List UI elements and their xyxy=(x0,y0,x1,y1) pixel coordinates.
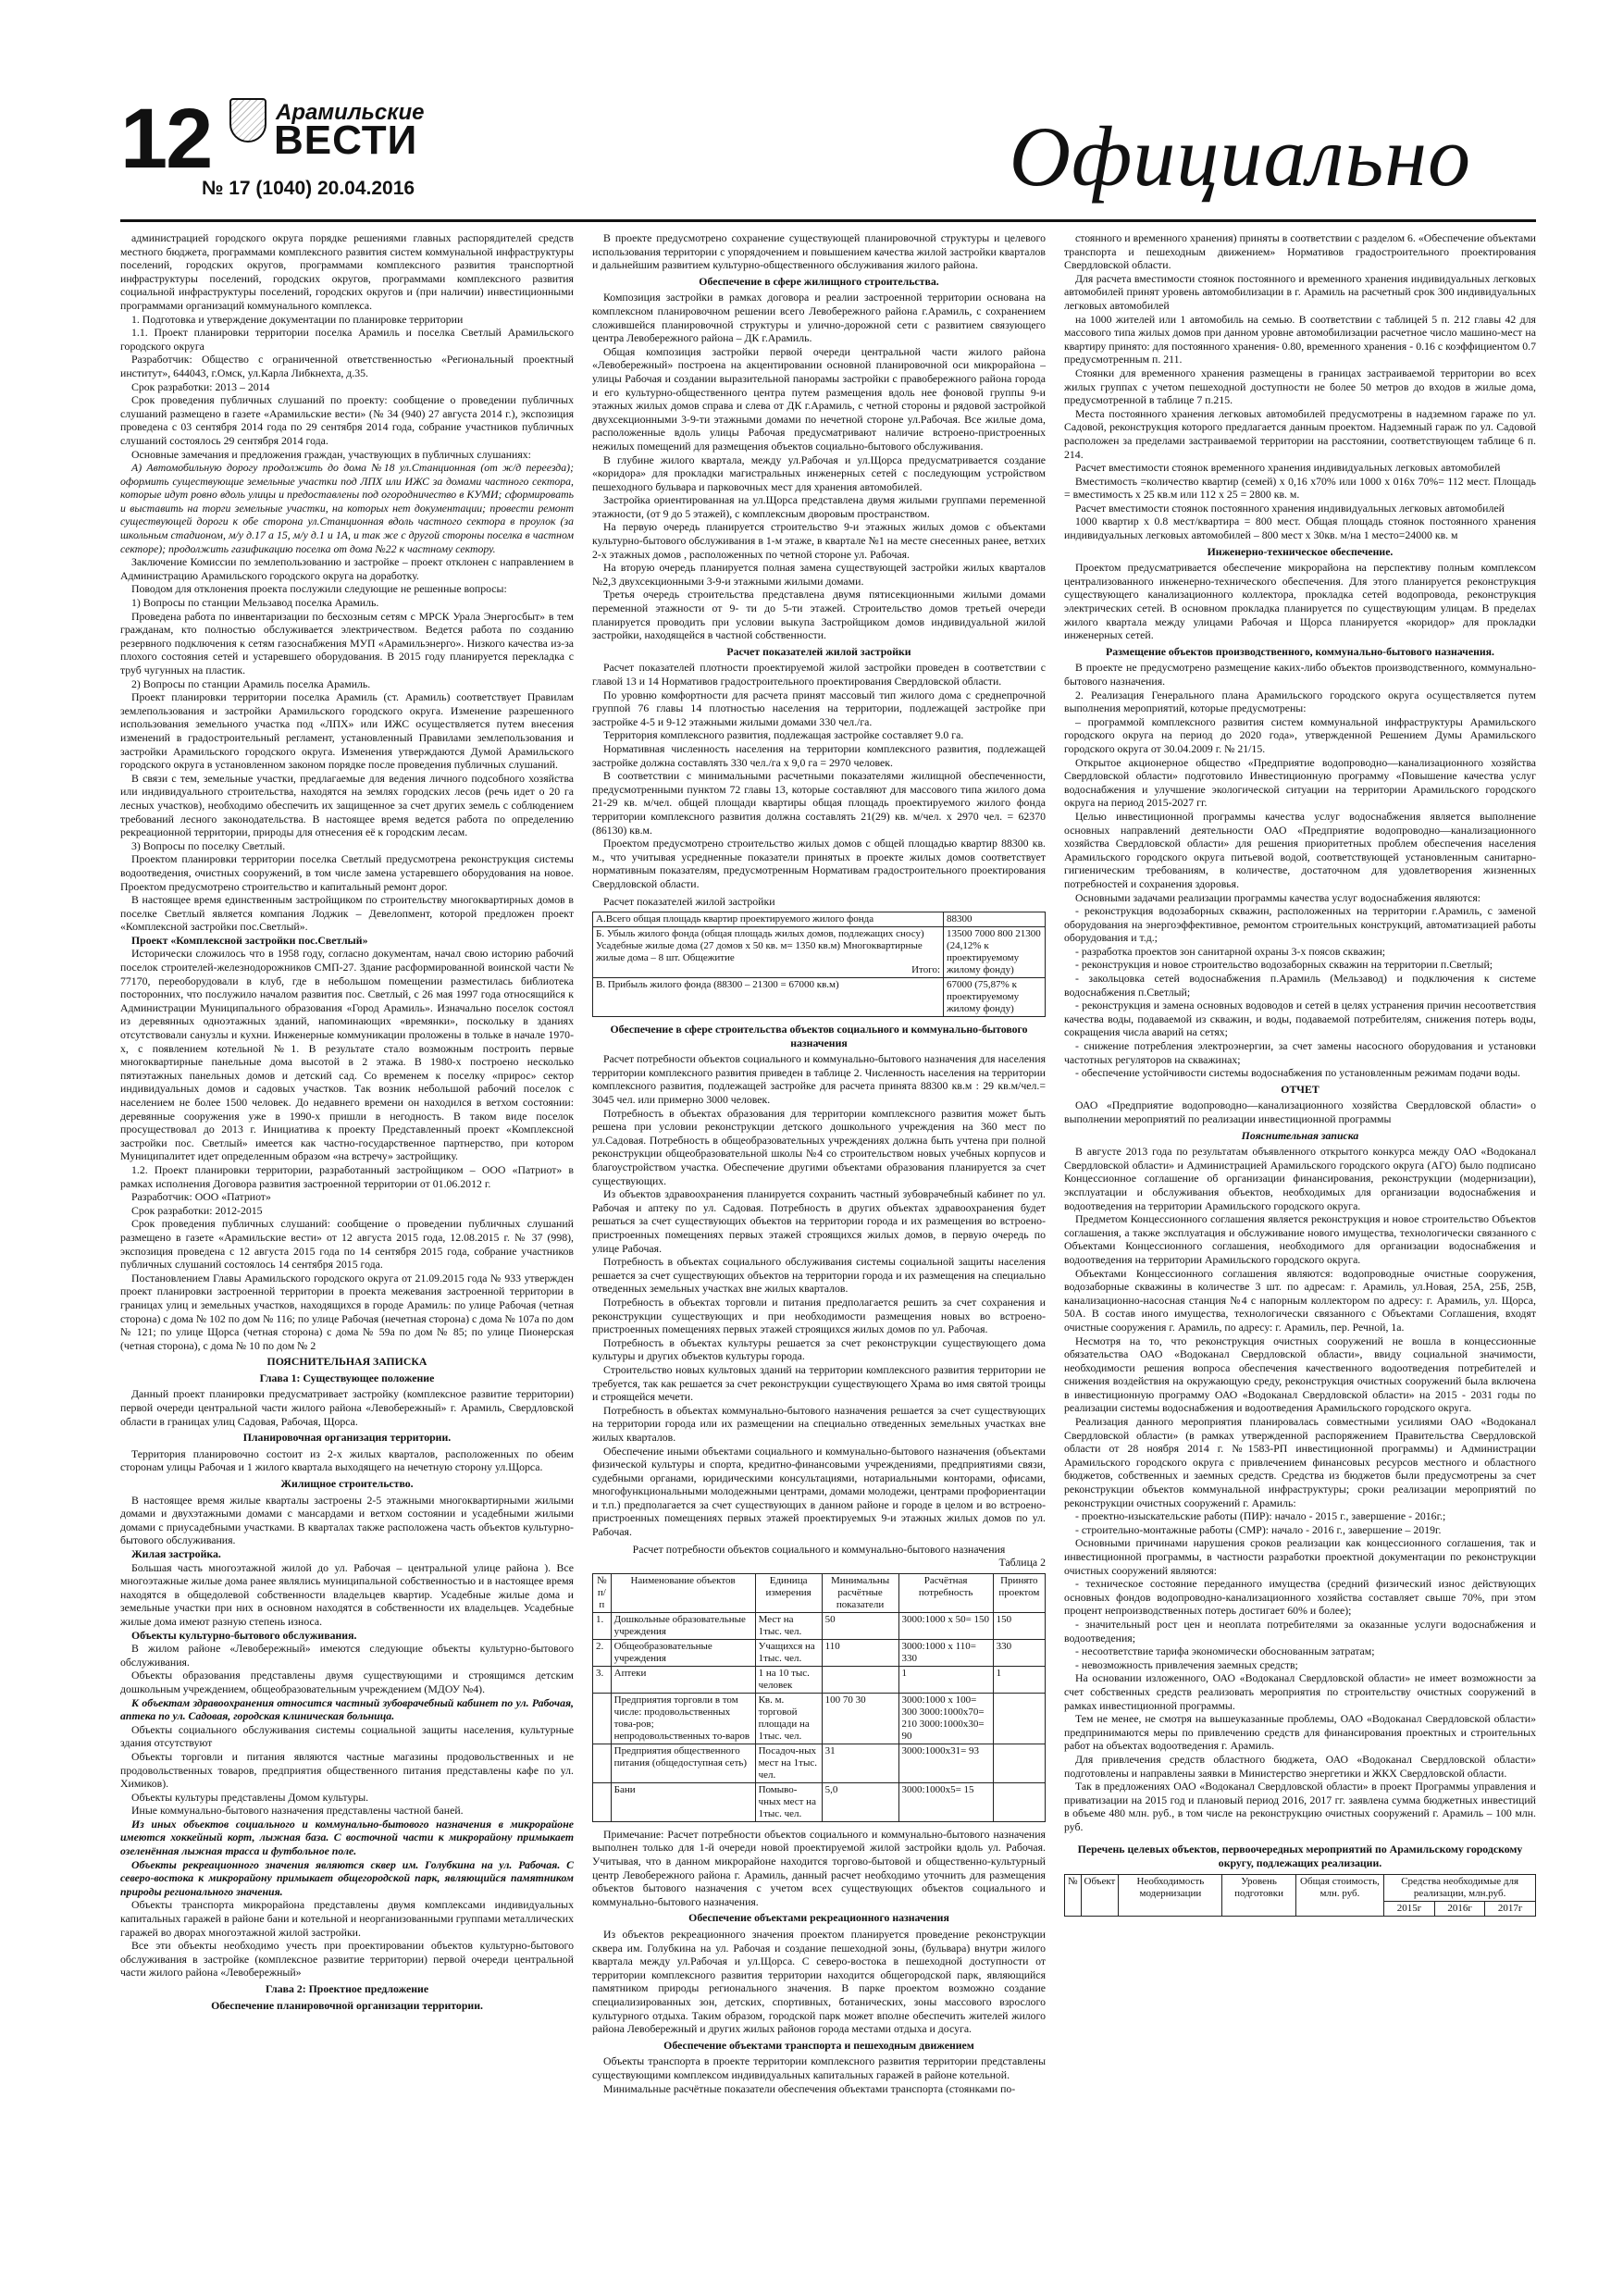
table-cell: Общеобразовательные учреждения xyxy=(611,1639,755,1666)
paragraph: администрацией городского округа порядке решениями главных распорядителей средств местного бюджета, программами комплексного развития систем коммунальной инфраструктуры поселений, городских округов, программами комплексного развития транспортной инфраструктуры поселений, городских округов, программами комплексного развития социальной инфраструктуры поселений, городских округов и (при наличии) инвестиционными программами организаций коммунального комплекса. xyxy=(120,231,574,312)
table-header: Принято проектом xyxy=(993,1573,1045,1612)
table-cell: 50 xyxy=(822,1612,898,1639)
paragraph: Объекты транспорта микрорайона представлены двумя комплексами индивидуальных капитальных гаражей в районе бани и котельной и неорганизованными группами металлических гаражей во дворах многоэтажной жилой застройки. xyxy=(120,1898,574,1939)
table-row xyxy=(593,1666,1046,1693)
paragraph: Из объектов здравоохранения планируется сохранить частный зубоврачебный кабинет по ул. Рабочая и аптеку по ул. Садовая. Потребность в других объектах здравоохранения будет решаться за счет существующих объектов на территории города и их размещения во встроено-пристроенных помещениях первых этажей строящихся жилых домов, в первую очередь по улице Рабочая. xyxy=(592,1187,1046,1255)
paragraph: - реконструкция и замена основных водоводов и сетей в целях устранения причин несоответствия качества воды, подаваемой из скважин, и воды, подаваемой потребителям, снижения потерь воды, сокращения числа аварий на сетях; xyxy=(1064,999,1536,1039)
logo-top-text: Арамильские xyxy=(276,100,425,125)
table-label: Таблица 2 xyxy=(998,1556,1046,1570)
social-objects-table xyxy=(592,1573,1046,1822)
paragraph: Нормативная численность населения на территории комплексного развития, подлежащей застройке должна составлять 330 чел./га x 9,0 га = 2970 человек. xyxy=(592,741,1046,769)
paragraph: В настоящее время единственным застройщиком по строительству многоквартирных домов в поселке Светлый является компания Лоджик – Девелопмент, которой предложен проект «Комплексной застройки пос.Светлый». xyxy=(120,893,574,934)
heading: Пояснительная записка xyxy=(1241,1128,1359,1142)
table-cell: Аптеки xyxy=(611,1666,755,1693)
table-cell: 5,0 xyxy=(822,1782,898,1821)
table-cell: Мест на 1тыс. чел. xyxy=(755,1612,822,1639)
paragraph: В соответствии с минимальными расчетными показателями жилищной обеспеченности, предусмотренными пунктом 72 главы 13, которые составляют для массового типа жилого дома 21-29 кв. м/чел. общей площади квартиры общая площадь проектируемого жилого фонда территории комплексного развития должна составлять 21(29) кв. м/чел. х 2970 чел. = 62370 (86130) кв.м. xyxy=(592,769,1046,837)
paragraph: Объекты рекреационного значения являются сквер им. Голубкина на ул. Рабочая. С северо-востока к микрорайону примыкает общегородской парк, являющийся памятником природы регионального значения. xyxy=(120,1857,574,1898)
table-header: Уровень подготовки xyxy=(1222,1874,1295,1916)
heading: Глава 2: Проектное предложение xyxy=(265,1982,429,1995)
table-row xyxy=(593,978,1046,1017)
table-cell: Помыво-чных мест на 1тыс. чел. xyxy=(755,1782,822,1821)
table-cell: 1. xyxy=(593,1612,612,1639)
paragraph: Для расчета вместимости стоянок постоянного и временного хранения индивидуальных легковых автомобилей принят уровень автомобилизации в г. Арамиль на расчетный срок 300 индивидуальных легковых автомобилей xyxy=(1064,271,1536,312)
column-3 xyxy=(1064,231,1536,1922)
paragraph: Постановлением Главы Арамильского городского округа от 21.09.2015 года № 933 утвержден проект планировки застроенной территории в проекта межевания застроенной территории в границах улиц и земельных участков, находящихся в городе Арамиль: по улице Рабочая (четная сторона) с дома № 102 по дом № 116; по улице Рабочая (нечетная сторона) с дома № 107а по дом № 121; по улице Щорса (четная сторона) с дома № 59а по дом № 85; по улице Пионерская (четная сторона), с дома № 10 по дом № 2 xyxy=(120,1271,574,1352)
paragraph: А) Автомобильную дорогу продолжить до дома №18 ул.Станционная (от ж/д переезда); оформить существующие земельные участки под ЛПХ или ИЖС за домами частного сектора, которые идут ровно вдоль улицы и предоставлены под огородничество в КУМИ; сформировать и выставить на торги земельные участки, на которых нет документации; провести ремонт существующей дороги к обе сторона ул.Станционная вдоль частного сектора в проулок (за школьным стадионом, м/у д.17 а 15, м/у д.1 и 1А, и так же с другой стороны поселка в частном секторе); продолжить газификацию поселка от дома №22 к частному сектору. xyxy=(120,461,574,555)
paragraph: - невозможность привлечения заемных средств; xyxy=(1075,1657,1298,1671)
paragraph: Основными задачами реализации программы качества услуг водоснабжения являются: xyxy=(1075,890,1481,904)
table-header: Наименование объектов xyxy=(611,1573,755,1612)
paragraph: Композиция застройки в рамках договора и реалии застроенной территории основана на комплексном планировочном решении всего Левобережного района г.Арамиль, с сохранением сложившейся планировочной структуры и улично-дорожной сети с развитием связующего центра Левобережного района – ДК г.Арамиль. xyxy=(592,291,1046,345)
paragraph: Стоянки для временного хранения размещены в границах застраиваемой территории во всех жилых группах с учетом пешеходной доступности не более 50 метров до входов в жилые дома, предусмотренной в таблице 7 п.215. xyxy=(1064,366,1536,407)
paragraph: Заключение Комиссии по землепользованию и застройке – проект отклонен с направлением в Администрацию Арамильского городского округа на доработку. xyxy=(120,555,574,582)
table-cell xyxy=(593,1744,612,1782)
table-header: Минимальны расчётные показатели xyxy=(822,1573,898,1612)
table-cell: 1 xyxy=(993,1666,1045,1693)
housing-table xyxy=(592,912,1046,1017)
paragraph: 1.1. Проект планировки территории поселка Арамиль и поселка Светлый Арамильского городского округа xyxy=(120,326,574,353)
table-cell xyxy=(993,1782,1045,1821)
paragraph: ОАО «Предприятие водопроводно—канализационного хозяйства Свердловской области» о выполнении мероприятий по реализации инвестиционной программы xyxy=(1064,1098,1536,1125)
header-rule xyxy=(120,219,1536,222)
paragraph: В проекте предусмотрено сохранение существующей планировочной структуры и целевого использования территории с упорядочением и повышением качества жилой застройки кварталов и дальнейшим развитием культурно-общественного обслуживания жилого района. xyxy=(592,231,1046,272)
paragraph: Проектом предусмотрено строительство жилых домов с общей площадью квартир 88300 кв. м., что учитывая усредненные показатели принятых в проекте жилых домов соответствует нормативным показателям, предусмотренным Нормативам градостроительного проектирования Свердловской области. xyxy=(592,837,1046,890)
table-cell: Бани xyxy=(611,1782,755,1821)
column-1 xyxy=(120,231,574,2015)
table-cell: Кв. м. торговой площади на 1тыс. чел. xyxy=(755,1693,822,1744)
table-cell xyxy=(993,1693,1045,1744)
table-header: № п/п xyxy=(593,1573,612,1612)
paragraph: Минимальные расчётные показатели обеспечения объектами транспорта (стоянками по- xyxy=(603,2081,1016,2095)
table-cell xyxy=(593,927,944,978)
table-row xyxy=(593,1693,1046,1744)
logo-main-text: ВЕСТИ xyxy=(274,118,418,163)
table-row xyxy=(593,927,1046,978)
table-cell: Посадоч-ных мест на 1тыс. чел. xyxy=(755,1744,822,1782)
paragraph: В настоящее время жилые кварталы застроены 2-5 этажными многоквартирными жилыми домами и двухэтажными домами с мансардами и ветхом состоянии и усадебными жилыми домами с приусадебными участками. В кварталах также расположена часть объектов культурно-бытового обслуживания. xyxy=(120,1493,574,1547)
heading: Размещение объектов производственного, коммунально-бытового назначения. xyxy=(1106,644,1494,658)
paragraph: Основные замечания и предложения граждан, участвующих в публичных слушаниях: xyxy=(131,447,531,461)
paragraph: - снижение потребления электроэнергии, за счет замены насосного оборудования и установки частотных регуляторов на скважинах; xyxy=(1064,1039,1536,1066)
table-row xyxy=(593,912,1046,927)
paragraph: Расчет потребности объектов социального и коммунально-бытового назначения для населения территории комплексного развития приведен в таблице 2. Численность населения на территории комплексного развития, подлежащей застройке для расчета принята 88300 кв.м : 29 кв.м/чел.= 3045 чел. или примерно 3000 человек. xyxy=(592,1052,1046,1107)
table-cell: 330 xyxy=(993,1639,1045,1666)
table-cell: 100 70 30 xyxy=(822,1693,898,1744)
heading: Обеспечение объектами транспорта и пешеходным движением xyxy=(663,2038,974,2052)
paragraph: Объекты транспорта в проекте территории комплексного развития территории представлены существующими комплексом индивидуальных капитальных гаражей в районе котельной. xyxy=(592,2054,1046,2081)
table-cell: В. Прибыль жилого фонда (88300 – 21300 = 67000 кв.м) xyxy=(593,978,944,1017)
table-cell: Предприятия общественного питания (общедоступная сеть) xyxy=(611,1744,755,1782)
paragraph: Несмотря на то, что реконструкция очистных сооружений не вошла в концессионные обязательства ОАО «Водоканал Свердловской области», ввиду социальной значимости, необходимости решения вопроса обеспечения качественного водоотведения потребителей и снижения воздействия на окружающую среду, реконструкция очистных сооружений была включена в инвестиционную программу ОАО «Водоканал Свердловской области» на 2015 - 2031 годы по реализации системы водоснабжения и водоотведения Арамильского городского округа. xyxy=(1064,1334,1536,1415)
table-cell: 3000:1000x31= 93 xyxy=(898,1744,993,1782)
paragraph: Общая композиция застройки первой очереди центральной части жилого района «Левобережный» построена на акцентировании основной планировочной оси микрорайона – улицы Рабочая и создании выразительной панорамы застройки с правобережного района города и его культурно-общественного центра путем размещения вдоль нее фоновой группы 9-и этажных жилых домов справа и слева от ДК г.Арамиль, с четной стороны и рядовой застройкой двухсекционными 3-9-ти этажными домами по нечетной стороне ул.Рабочая. Все жилые дома, расположенные вдоль улицы Рабочая предусматривают наличие встроено-пристроенных нежилых помещений для размещения объектов социально-бытового обслуживания. xyxy=(592,344,1046,453)
table-cell xyxy=(593,1693,612,1744)
table-cell: 1 xyxy=(898,1666,993,1693)
heading: Обеспечение планировочной организации территории. xyxy=(211,1998,483,2012)
heading: Проект «Комплексной застройки пос.Светлый» xyxy=(131,933,368,947)
paragraph: Тем не менее, не смотря на вышеуказанные проблемы, ОАО «Водоканал Свердловской области» предпринимаются меры по привлечению средств для финансирования проектных и строительных работ на объектах водоотведения г. Арамиль. xyxy=(1064,1712,1536,1753)
paragraph: Места постоянного хранения легковых автомобилей предусмотрены в надземном гараже по ул. Садовой, реконструкция которого предлагается данным проектом. Надземный гараж по ул. Садовой расположен за пределами застраиваемой территории на расстоянии, соответствующем таблице 6 п. 214. xyxy=(1064,406,1536,461)
table-cell: 2. xyxy=(593,1639,612,1666)
paragraph: - техническое состояние переданного имущества (средний физический износ действующих основных фондов водопроводно-канализационного хозяйства составляет свыше 70%, при этом процент непроизводственных потерь достигает 60% и более); xyxy=(1064,1577,1536,1618)
table-cell xyxy=(822,1666,898,1693)
paragraph: Предметом Концессионного соглашения является реконструкция и новое строительство Объектов соглашения, а также эксплуатация и обслуживание нового имущества, технологически связанного с Объектами Концессионного соглашения, необходимого для организации водоснабжения и водоотведения на территории Арамильского городского округа. xyxy=(1064,1212,1536,1266)
paragraph: Расчет вместимости стоянок постоянного хранения индивидуальных легковых автомобилей xyxy=(1075,501,1505,515)
paragraph: По уровню комфортности для расчета принят массовый тип жилого дома с среднепрочной группой 76 главы 14 плотностью населения на территории, подлежащей застройке при застройке 4-5 и 9-12 этажными жилыми домами 330 чел./га. xyxy=(592,688,1046,728)
paragraph: Срок проведения публичных слушаний по проекту: сообщение о проведении публичных слушаний размещено в газете «Арамильские вести» (№ 34 (940) 27 августа 2014 г.), экспозиция проведена с 03 сентября 2014 года по 29 сентября 2014 года, собрание участников публичных слушаний состоялось 29 сентября 2014 года. xyxy=(120,393,574,447)
table-header: 2016г xyxy=(1434,1901,1485,1916)
table-caption: Расчет потребности объектов социального и коммунально-бытового назначения xyxy=(632,1542,1006,1556)
table-header: Средства необходимые для реализации, млн.руб. xyxy=(1384,1874,1536,1901)
heading: Глава 1: Существующее положение xyxy=(259,1371,435,1384)
paragraph: Все эти объекты необходимо учесть при проектировании объектов культурно-бытового обслуживания в застройке (комплексное развитие территории) первой очереди центральной части жилого района «Левобережный» xyxy=(120,1939,574,1980)
paragraph: - проектно-изыскательские работы (ПИР): начало - 2015 г., завершение - 2016г.; xyxy=(1075,1509,1446,1523)
table-cell-text: Б. Убыль жилого фонда (общая площадь жилых домов, подлежащих сносу) Усадебные жилые дома (27 домов x 50 кв. м= 1350 кв.м) Многоквартирные жилые дома – 8 шт. Общежитие xyxy=(596,928,924,964)
table-header: Общая стоимость, млн. руб. xyxy=(1295,1874,1384,1916)
paragraph: В связи с тем, земельные участки, предлагаемые для ведения личного подсобного хозяйства или индивидуального строительства, находятся на землях городских лесов (речь идет о 20 га лесных участков), необходимо обеспечить их защищенное за счет других земель с соблюдением требований лесного законодательства. В настоящее время ведется работа по определению рекреационной территории, природы для отнесения её к городским лесам. xyxy=(120,771,574,839)
column-2 xyxy=(592,231,1046,2095)
table-cell: 150 xyxy=(993,1612,1045,1639)
table-caption: Расчет показателей жилой застройки xyxy=(603,894,775,908)
paragraph: Разработчик: Общество с ограниченной ответственностью «Региональный проектный институт», 644043, г.Омск, ул.Карла Либкнехта, д.35. xyxy=(120,353,574,379)
table-header: Необходимость модернизации xyxy=(1119,1874,1222,1916)
table-cell: 110 xyxy=(822,1639,898,1666)
heading: Объекты культурно-бытового обслуживания. xyxy=(131,1628,357,1642)
paragraph: Территория комплексного развития, подлежащая застройке составляет 9.0 га. xyxy=(603,728,964,742)
paragraph: - разработка проектов зон санитарной охраны 3-х поясов скважин; xyxy=(1075,944,1386,958)
paragraph: - несоответствие тарифа экономически обоснованным затратам; xyxy=(1075,1644,1375,1658)
paragraph: Вместимость =количество квартир (семей) х 0,16 х70% или 1000 х 016х 70%= 112 мест. Площадь = вместимость х 25 кв.м или 112 х 25 = 2800 кв. м. xyxy=(1064,474,1536,502)
paragraph: Объектами Концессионного соглашения являются: водопроводные очистные сооружения, водозаборные скважины в количестве 3 шт. по адресам: г. Арамиль, ул.Новая, 25А, 25Б, 25В, канализационно-насосная станция №4 с напорным коллектором по адресу: г. Арамиль, ул. Щорса, 50А. В состав иного имущества, технологически связанного с Объектами Соглашения, входят очистные сооружения г. Арамиль, по адресу: г. Арамиль, пер. Речной, 1а. xyxy=(1064,1266,1536,1334)
table-cell: 3000:1000x5= 15 xyxy=(898,1782,993,1821)
table-cell: Предприятия торговли в том числе: продовольственных това-ров; непродовольственных то-варов xyxy=(611,1693,755,1744)
issue-info: № 17 (1040) 20.04.2016 xyxy=(202,178,415,199)
table-cell: А.Всего общая площадь квартир проектируемого жилого фонда xyxy=(593,912,944,927)
paragraph: 2. Реализация Генерального плана Арамильского городского округа осуществляется путем выполнения мероприятий, которые предусмотрены: xyxy=(1064,688,1536,715)
paragraph: 1000 квартир х 0.8 мест/квартира = 800 мест. Общая площадь стоянок постоянного хранения индивидуальных легковых автомобилей – 800 мест х 30кв. м/на 1 место=24000 кв. м xyxy=(1064,515,1536,542)
paragraph: В глубине жилого квартала, между ул.Рабочая и ул.Щорса предусматривается создание «коридора» для прокладки магистральных инженерных сетей с последующим устройством пешеходного бульвара и парковочных мест для хранения автомобилей. xyxy=(592,453,1046,493)
paragraph: Объекты образования представлены двумя существующими и строящимся детским дошкольным учреждением, общеобразовательным учреждением (МДОУ №4). xyxy=(120,1669,574,1695)
paragraph: Реализация данного мероприятия планировалась совместными усилиями ОАО «Водоканал Свердловской области» (в рамках утвержденной распоряжением Правительства Свердловской области от 28 ноября 2014 г. №1583-РП инвестиционной программы) и Администрации Арамильского городского округа с привлечением финансовых ресурсов местного и областного бюджетов, собственных и заемных средств. Средства из бюджетов были предусмотрены за счет реконструкции объектов коммунальной инфраструктуры; сроки реализации мероприятий по реконструкции очистных сооружений г. Арамиль: xyxy=(1064,1415,1536,1509)
table-row xyxy=(593,1639,1046,1666)
table-header: № xyxy=(1065,1874,1082,1916)
heading: Жилая застройка. xyxy=(131,1547,221,1560)
paragraph: Данный проект планировки предусматривает застройку (комплексное развитие территории) первой очереди центральной части жилого района «Левобережный» г. Арамиль, Свердловской области в границах улиц Садовая, Рабочая, Щорса. xyxy=(120,1387,574,1428)
paragraph: В августе 2013 года по результатам объявленного открытого конкурса между ОАО «Водоканал Свердловской области» и Администрацией Арамильского городского округа (АГО) было подписано Концессионное соглашение об организации финансирования, реконструкции (модернизации), эксплуатации и обслуживания объектов, необходимых для организации водоснабжения и водоотведения на территории Арамильского городского округа. xyxy=(1064,1145,1536,1212)
paragraph: К объектам здравоохранения относится частный зубоврачебный кабинет по ул. Рабочая, аптека по ул. Садовая, городская клиническая больница. xyxy=(120,1695,574,1723)
paragraph: Разработчик: ООО «Патриот» xyxy=(131,1190,271,1204)
heading: Жилищное строительство. xyxy=(280,1477,414,1491)
paragraph: Срок проведения публичных слушаний: сообщение о проведении публичных слушаний размещено в газете «Арамильские вести» от 12 августа 2015 года, 12.08.2015 г. № 37 (998), экспозиция проведена с 12 августа 2015 года по 14 сентября 2015 года, собрание участников публичных слушаний состоялось 14 сентября 2015 года. xyxy=(120,1217,574,1272)
paragraph: Объекты культуры представлены Домом культуры. xyxy=(131,1790,369,1804)
heading: Расчет показателей жилой застройки xyxy=(726,644,911,658)
table-cell: 3000:1000 x 110= 330 xyxy=(898,1639,993,1666)
paragraph: - обеспечение устойчивости системы водоснабжения по установленным режимам подачи воды. xyxy=(1075,1066,1520,1080)
table-cell: 88300 xyxy=(944,912,1046,927)
paragraph: - реконструкция и новое строительство водозаборных скважин на территории п.Светлый; xyxy=(1075,958,1493,972)
paragraph: Исторически сложилось что в 1958 году, согласно документам, начал свою историю рабочий поселок строителей-железнодорожников СМП-27. Здание расформированной воинской части № 77170, переоборудовали в клуб, где в небольшом помещении разместилась библиотека посторонних, что послужило началом развития пос. Светлый, с 26 мая 1997 года относящийся к Администрации Муниципального образования «Город Арамиль». Изначально поселок состоял из деревянных одноэтажных зданий, напоминающих «времянки», поскольку в зданиях отсутствовали санузлы и кухни. Инженерные коммуникации проложены в тольке в начале 1970-х, с появлением котельной №1. В результате сталo возможным построить первые многоквартирные панельные дома высотой в 2 этажа. В 1980-х построено несколько пятиэтажных панельных домов и детский сад. Со временем к поселку «прирос» сектор индивидуальных домов и садовых участков. Так возник небольшой рабочий поселок с населением не более 1500 человек. До недавнего времени он находился в ветхом состоянии: деревянные сооружения уже в 1990-х пришли в негодность. В таком виде поселок просуществовал до 2013 г. Инициатива к проекту Представленный проект «Комплексной застройки пос. Светлый» имеется как частно-государственное партнерство, при котором Муниципалитет идет определенным образом «на встречу» застройщику. xyxy=(120,947,574,1163)
paragraph: – программой комплексного развития систем коммунальной инфраструктуры Арамильского городского округа на период до 2020 года», утвержденной Решением Думы Арамильского городского округа от 30.04.2009 г. № 21/15. xyxy=(1064,714,1536,755)
table-header-row xyxy=(593,1573,1046,1612)
table-cell xyxy=(593,1782,612,1821)
heading: Обеспечение объектами рекреационного назначения xyxy=(688,1911,949,1925)
heading: Планировочная организация территории. xyxy=(242,1431,452,1445)
paragraph: Строительство новых культовых зданий на территории комплексного развития территории не требуется, так как решается за счет реконструкции существующего Храма во имя святой троицы и строящейся мечети. xyxy=(592,1362,1046,1404)
paragraph: Потребность в объектах культуры решается за счет реконструкции существующего дома культуры и других объектов культуры города. xyxy=(592,1335,1046,1363)
paragraph: Большая часть многоэтажной жилой до ул. Рабочая – центральной улице района ). Все многоэтажные жилые дома ранее являлись муниципальной собственностью и в настоящее время находятся в общедолевой собственности владельцев квартир. Усадебные жилые дома и земельные участки при них в основном находятся в собственности их владельцев. Усадебные жилые дома имеют разную степень износа. xyxy=(120,1560,574,1628)
paragraph: Так в предложениях ОАО «Водоканал Свердловской области» в проект Программы управления и приватизации на 2015 год и плановый период 2016, 2017 гг. заявлена сумма бюджетных инвестиций в объеме 480 млн. руб., в том числе на реконструкцию очистных сооружений г. Арамиль – 100 млн. руб. xyxy=(1064,1780,1536,1833)
paragraph: - закольцовка сетей водоснабжения п.Арамиль (Мельзавод) и подключения к системе водоснабжения п.Светлый; xyxy=(1064,972,1536,999)
table-header-row xyxy=(1065,1874,1536,1901)
paragraph: На первую очередь планируется строительство 9-и этажных жилых домов с объектами культурно-бытового обслуживания в 1-м этаже, в квартале №1 на месте снесенных ранее, ветхих 2-х этажных домов , расположенных по четной стороне ул. Рабочая. xyxy=(592,520,1046,561)
paragraph: 1. Подготовка и утверждение документации по планировке территории xyxy=(131,312,464,326)
paragraph: Потребность в объектах образования для территории комплексного развития может быть решена при условии реконструкции детского дошкольного учреждения на 360 мест по ул.Садовая. Потребность в общеобразовательных учреждениях должна быть учтена при полной реконструкции общеобразовательной школы №4 со строительством новых учебных корпусов и благоустройством участка. Обеспечение другими объектами образования планируется за счет существующих. xyxy=(592,1106,1046,1187)
section-title: Официально xyxy=(1009,109,1471,204)
table-header: Единица измерения xyxy=(755,1573,822,1612)
paragraph: 2) Вопросы по станции Арамиль поселка Арамиль. xyxy=(131,676,371,690)
table-cell: 3000:1000 x 100= 300 3000:1000x70= 210 3000:1000x30= 90 xyxy=(898,1693,993,1744)
paragraph: Иные коммунально-бытового назначения представлены частной баней. xyxy=(131,1804,464,1818)
page-number: 12 xyxy=(120,92,212,186)
table-cell: 3. xyxy=(593,1666,612,1693)
paragraph: Объекты социального обслуживания системы социальной защиты населения, культурные здания отсутствуют xyxy=(120,1722,574,1750)
paragraph: На основании изложенного, ОАО «Водоканал Свердловской области» не имеет возможности за счет собственных средств реализовать мероприятия по строительству очистных сооружений в рамках инвестиционной программы. xyxy=(1064,1671,1536,1712)
coat-of-arms-icon xyxy=(229,98,266,143)
paragraph: Расчет вместимости стоянок временного хранения индивидуальных легковых автомобилей xyxy=(1075,461,1501,475)
table-header: 2015г xyxy=(1384,1901,1435,1916)
paragraph: на 1000 жителей или 1 автомобиль на семью. В соответствии с таблицей 5 п. 212 главы 42 для массового типа жилых домов при данном уровне автомобилизации расчетное число машино-мест на квартиру принято: для постоянного хранения- 0.80, временного хранения - 0.16 с коэффициентом 0.7 предусмотренным п. 211. xyxy=(1064,312,1536,366)
paragraph: Расчет показателей плотности проектируемой жилой застройки проведен в соответствии с главой 13 и 14 Нормативов градостроительного проектирования Свердловской области. xyxy=(592,661,1046,688)
table-cell: Дошкольные образовательные учреждения xyxy=(611,1612,755,1639)
paragraph: 1) Вопросы по станции Мельзавод поселка Арамиль. xyxy=(131,596,379,610)
masthead xyxy=(120,93,1536,231)
paragraph: На вторую очередь планируется полная замена существующей застройки жилых кварталов №2,3 двухсекционными 3-9-и этажными жилыми домами. xyxy=(592,561,1046,588)
paragraph: Объекты торговли и питания являются частные магазины продовольственных и не продовольственных товаров, предприятия общественного питания представлены кафе по ул. Химиков). xyxy=(120,1749,574,1791)
heading: Обеспечение в сфере строительства объектов социального и коммунально-бытового назначения xyxy=(610,1023,1028,1049)
table-header: 2017г xyxy=(1485,1901,1536,1916)
heading: Инженерно-техническое обеспечение. xyxy=(1207,544,1394,558)
heading: Перечень целевых объектов, первоочередных мероприятий по Арамильскому городскому округу, подлежащих реализации. xyxy=(1077,1843,1523,1870)
paragraph: 1.2. Проект планировки территории, разработанный застройщиком – ООО «Патриот» в рамках исполнения Договора развития застроенной территории от 01.06.2012 г. xyxy=(120,1162,574,1190)
table-cell: Учащихся на 1тыс. чел. xyxy=(755,1639,822,1666)
paragraph: Срок разработки: 2013 – 2014 xyxy=(131,379,270,393)
paragraph: Проект планировки территории поселка Арамиль (ст. Арамиль) соответствует Правилам землепользования и застройки Арамильского городского округа. Изменение разрешенного использования земельного участка под «ЛПХ» или ИЖС осуществляется путем внесения изменений в градостроительный регламент, установленный Правилами землепользования и застройки Арамильского городского округа. Изменения утверждаются Думой Арамильского городского округа в установленном законом порядке после проведения публичных слушаний. xyxy=(120,690,574,772)
table-cell: 31 xyxy=(822,1744,898,1782)
table-total-label: Итого: xyxy=(911,964,940,976)
paragraph: Открытое акционерное общество «Предприятие водопроводно—канализационного хозяйства Свердловской области» подготовило Инвестиционную программу «Повышение качества услуг водоснабжения и улучшение экологической ситуации на территории Арамильского городского округа на период 2015-2027 гг. xyxy=(1064,755,1536,810)
paragraph: Основными причинами нарушения сроков реализации как концессионного соглашения, так и инвестиционной программы, в частности разработки проектной документации по реконструкции очистных сооружений являются: xyxy=(1064,1536,1536,1577)
paragraph: Потребность в объектах социального обслуживания системы социальной защиты населения решается за счет существующих объектов на территории города и их размещения на специально отведенных земельных участках вне жилых кварталов. xyxy=(592,1255,1046,1296)
table-row xyxy=(593,1744,1046,1782)
paragraph: В жилом районе «Левобережный» имеются следующие объекты культурно-бытового обслуживания. xyxy=(120,1642,574,1669)
paragraph: Потребность в объектах коммунально-бытового назначения решается за счет существующих на территории города или их размещении на специально отведенных земельных участках вне жилых кварталов. xyxy=(592,1403,1046,1444)
paragraph: Третья очередь строительства представлена двумя пятисекционными жилыми домами переменной этажности от 9- ти до 5-ти этажей. Строительство домов третьей очереди планируется проводить при условии выкупа Застройщиком домов индивидуальной жилой застройки, находящейся в частной собственности. xyxy=(592,588,1046,642)
paragraph: В проекте не предусмотрено размещение каких-либо объектов производственного, коммунально-бытового назначения. xyxy=(1064,661,1536,688)
table-cell: 1 на 10 тыс. человек xyxy=(755,1666,822,1693)
paragraph: - значительный рост цен и неоплата потребителями за оказанные услуги водоснабжения и водоотведения; xyxy=(1064,1617,1536,1644)
heading: ОТЧЕТ xyxy=(1281,1082,1319,1096)
table-cell: 13500 7000 800 21300 (24,12% к проектируемому жилому фонду) xyxy=(944,927,1046,978)
paragraph: Проектом планировки территории поселка Светлый предусмотрена реконструкция системы водоотведения, очистных сооружений, в том числе замена устаревшего оборудования на новое. Проектом предусмотрено строительство и капитальный ремонт дорог. xyxy=(120,852,574,893)
paragraph: стоянного и временного хранения) приняты в соответствии с разделом 6. «Обеспечение объектами транспорта и пешеходным движением» Нормативов градостроительного проектирования Свердловской области. xyxy=(1064,231,1536,272)
paragraph: Для привлечения средств областного бюджета, ОАО «Водоканал Свердловской области» подготовлены и направлены заявки в Министерство энергетики и ЖКХ Свердловской области. xyxy=(1064,1752,1536,1780)
table-cell: 3000:1000 x 50= 150 xyxy=(898,1612,993,1639)
table-cell xyxy=(993,1744,1045,1782)
paragraph: Проведена работа по инвентаризации по бесхозным сетям с МРСК Урала Энергосбыт» в тем гражданам, кто полностью обслуживается электричеством. Ведется работа по созданию резервного подключения к сетям газоснабжения МУП «Арамильэнерго». Низкого качества из-за плохого состояния сетей и устаревшего оборудования. В 2015 году планируется перекладка с труб чугунных на пластик. xyxy=(120,609,574,676)
table-cell: 67000 (75,87% к проектируемому жилому фонду) xyxy=(944,978,1046,1017)
heading: ПОЯСНИТЕЛЬНАЯ ЗАПИСКА xyxy=(266,1355,427,1369)
table-header: Объект xyxy=(1081,1874,1119,1916)
paragraph: Поводом для отклонения проекта послужили следующие не решенные вопросы: xyxy=(131,582,507,596)
paragraph: Примечание: Расчет потребности объектов социального и коммунально-бытового назначения выполнен только для 1-й очереди новой проектируемой жилой застройки вдоль ул. Рабочая. Учитывая, что в данном микрорайоне находится торгово-бытовой и общественно-культурный центр Левобережного района г. Арамиль, данный расчет необходимо уточнить для размещения объектов бытового назначения с учетом всех существующих объектов социального и коммунально-бытового назначения. xyxy=(592,1827,1046,1908)
paragraph: Целью инвестиционной программы качества услуг водоснабжения является выполнение основных направлений деятельности ОАО «Предприятие водопроводно—канализационного хозяйства Свердловской области» для решения приоритетных проблем обеспечения населения Арамильского городского округа питьевой водой, соответствующей установленным санитарно-гигиеническим требованиям, в количестве, достаточном для удовлетворения жизненных потребностей и сохранения здоровья. xyxy=(1064,809,1536,890)
paragraph: - строительно-монтажные работы (СМР): начало - 2016 г., завершение – 2019г. xyxy=(1075,1522,1442,1536)
paragraph: Срок разработки: 2012-2015 xyxy=(131,1203,263,1217)
table-row xyxy=(593,1782,1046,1821)
paragraph: Территория планировочно состоит из 2-х жилых кварталов, расположенных по обеим сторонам улицы Рабочая и 1 жилого квартала выходящего на нечетную сторону ул.Щорса. xyxy=(120,1446,574,1474)
paragraph: Из иных объектов социального и коммунально-бытового назначения в микрорайоне имеются хоккейный корт, лыжная база. С восточной части к микрорайону примыкает озеленённая лыжная трасса и футбольное поле. xyxy=(120,1817,574,1858)
heading: Обеспечение в сфере жилищного строительства. xyxy=(699,274,939,288)
paragraph: Застройка ориентированная на ул.Щорса представлена двумя жилыми группами переменной этажности, (от 9 до 5 этажей), с комплексным дворовым пространством. xyxy=(592,493,1046,520)
paragraph: - реконструкция водозаборных скважин, расположенных на территории г.Арамиль, с заменой оборудования на энергоэффективное, ремонтом строительных конструкций, автоматизацией работы оборудования и т.д.; xyxy=(1064,904,1536,945)
newspaper-logo xyxy=(229,98,470,191)
investment-table xyxy=(1064,1874,1536,1917)
table-header: Расчётная потребность xyxy=(898,1573,993,1612)
paragraph: Обеспечение иными объектами социального и коммунально-бытового назначения (объектами физической культуры и спорта, кредитно-финансовыми учреждениями, предприятиями связи, судебными органами, юридическими консультациями, нотариальными конторами, офисами, многофункциональными молодежными центрами, домами молодежи, центрами профориентации и т.п.) предполагается за счет существующих в данном районе и городе в целом и во встроено-пристроенных помещениях первых этажей проектируемых 9-и этажных жилых домов по ул. Рабочая. xyxy=(592,1444,1046,1539)
table-row xyxy=(593,1612,1046,1639)
paragraph: Из объектов рекреационного значения проектом планируется проведение реконструкции сквера им. Голубкина на ул. Рабочая и создание пешеходной зоны, (бульвара) внутри жилого квартала между ул.Рабочая и ул.Щорса. С северо-востока в пешеходной доступности от территории комплексного развития территории находится общегородской парк, являющийся памятником природы регионального значения. В парке проектом возможно создание специализированных зон, детских, спортивных, ботанических, зоны массового взрослого культурного отдыха. Таким образом, городской парк может вполне обеспечить жителей жилого района Левобережный и других жилых районов города местами отдыха и досуга. xyxy=(592,1928,1046,2036)
paragraph: Потребность в объектах торговли и питания предполагается решить за счет сохранения и реконструкции существующих и при необходимости размещения новых во встроено-пристроенных помещениях первых этажей строящихся жилых домов по ул. Рабочая. xyxy=(592,1295,1046,1336)
paragraph: Проектом предусматривается обеспечение микрорайона на перспективу полным комплексом централизованного инженерно-технического обеспечения. Для этого планируется реконструкция существующего канализационного коллектора, прокладка сетей водопровода, реконструкция электрических сетей. В основном прокладка планируется по существующим улицам. В пределах жилого квартала между улицами Рабочая и Щорса планируется «коридор» для прокладки инженерных сетей. xyxy=(1064,561,1536,642)
paragraph: 3) Вопросы по поселку Светлый. xyxy=(131,838,286,852)
